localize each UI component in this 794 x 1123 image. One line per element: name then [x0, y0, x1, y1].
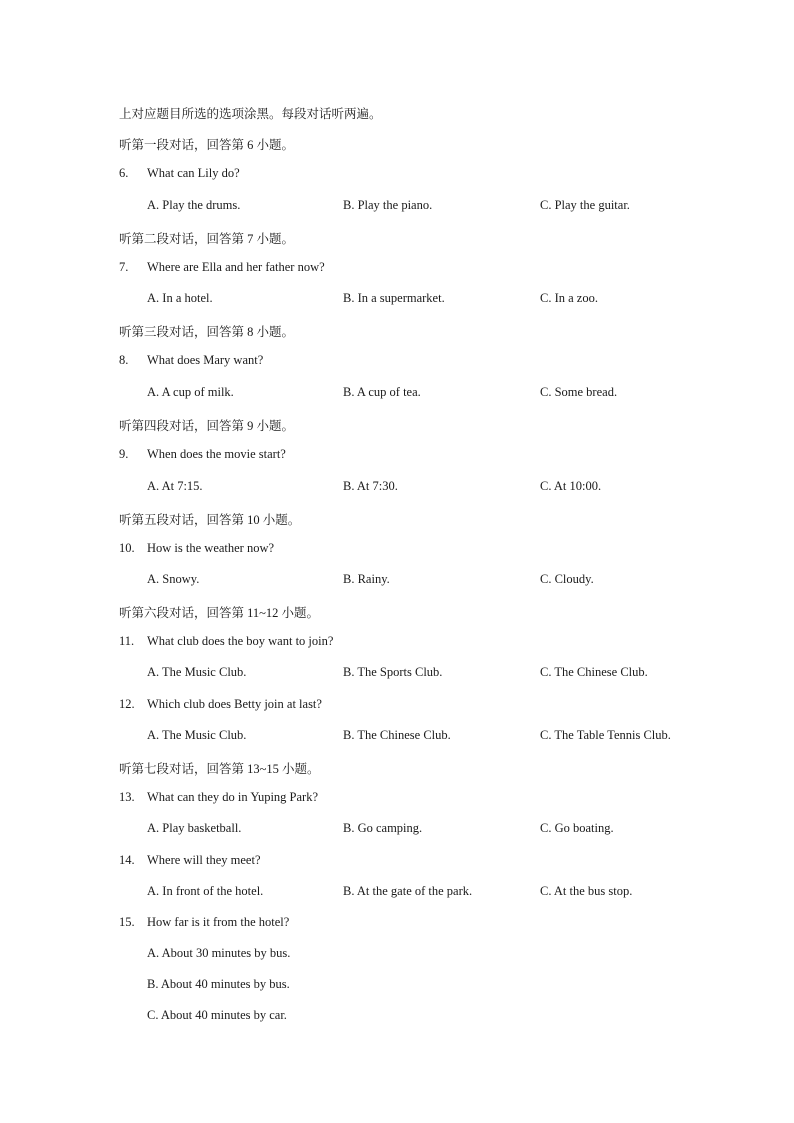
question-text-7: Where are Ella and her father now? — [147, 260, 325, 274]
question-text-11: What club does the boy want to join? — [147, 634, 334, 648]
question-12-option-a: A. The Music Club. — [147, 728, 247, 742]
question-number-9: 9. — [119, 447, 129, 461]
question-14-option-c: C. At the bus stop. — [540, 884, 633, 898]
question-number-12: 12. — [119, 697, 135, 711]
question-8-option-b: B. A cup of tea. — [343, 385, 421, 399]
question-text-15: How far is it from the hotel? — [147, 915, 290, 929]
question-8-option-c: C. Some bread. — [540, 385, 618, 399]
question-6-option-a: A. Play the drums. — [147, 198, 241, 212]
question-number-13: 13. — [119, 790, 135, 804]
instruction-text: 上对应题目所选的选项涂黑。每段对话听两遍。 — [119, 107, 382, 121]
question-number-7: 7. — [119, 260, 129, 274]
question-7-option-a: A. In a hotel. — [147, 291, 213, 305]
question-10-option-b: B. Rainy. — [343, 572, 390, 586]
question-12-option-b: B. The Chinese Club. — [343, 728, 451, 742]
question-number-6: 6. — [119, 166, 129, 180]
question-11-option-a: A. The Music Club. — [147, 665, 247, 679]
question-8-option-a: A. A cup of milk. — [147, 385, 234, 399]
question-6-option-b: B. Play the piano. — [343, 198, 433, 212]
section-heading-2: 听第二段对话，回答第 7 小题。 — [119, 232, 295, 246]
question-number-15: 15. — [119, 915, 135, 929]
question-15-option-a: A. About 30 minutes by bus. — [147, 946, 291, 960]
question-10-option-c: C. Cloudy. — [540, 572, 594, 586]
question-text-8: What does Mary want? — [147, 353, 264, 367]
section-heading-4: 听第四段对话，回答第 9 小题。 — [119, 419, 295, 433]
question-number-10: 10. — [119, 541, 135, 555]
section-heading-6: 听第六段对话，回答第 11~12 小题。 — [119, 606, 320, 620]
question-14-option-a: A. In front of the hotel. — [147, 884, 264, 898]
section-heading-3: 听第三段对话，回答第 8 小题。 — [119, 325, 295, 339]
question-13-option-c: C. Go boating. — [540, 821, 614, 835]
question-7-option-b: B. In a supermarket. — [343, 291, 445, 305]
question-15-option-c: C. About 40 minutes by car. — [147, 1008, 287, 1022]
question-text-12: Which club does Betty join at last? — [147, 697, 322, 711]
question-number-8: 8. — [119, 353, 129, 367]
question-10-option-a: A. Snowy. — [147, 572, 200, 586]
question-12-option-c: C. The Table Tennis Club. — [540, 728, 671, 742]
question-text-10: How is the weather now? — [147, 541, 275, 555]
question-11-option-c: C. The Chinese Club. — [540, 665, 648, 679]
question-9-option-c: C. At 10:00. — [540, 479, 602, 493]
question-text-14: Where will they meet? — [147, 853, 261, 867]
question-number-11: 11. — [119, 634, 135, 648]
section-heading-7: 听第七段对话，回答第 13~15 小题。 — [119, 762, 320, 776]
question-14-option-b: B. At the gate of the park. — [343, 884, 473, 898]
question-13-option-b: B. Go camping. — [343, 821, 423, 835]
section-heading-1: 听第一段对话，回答第 6 小题。 — [119, 138, 295, 152]
question-number-14: 14. — [119, 853, 135, 867]
question-9-option-b: B. At 7:30. — [343, 479, 398, 493]
question-11-option-b: B. The Sports Club. — [343, 665, 443, 679]
section-heading-5: 听第五段对话，回答第 10 小题。 — [119, 513, 301, 527]
question-6-option-c: C. Play the guitar. — [540, 198, 630, 212]
question-text-9: When does the movie start? — [147, 447, 286, 461]
question-text-6: What can Lily do? — [147, 166, 240, 180]
question-15-option-b: B. About 40 minutes by bus. — [147, 977, 290, 991]
question-13-option-a: A. Play basketball. — [147, 821, 242, 835]
question-text-13: What can they do in Yuping Park? — [147, 790, 319, 804]
question-7-option-c: C. In a zoo. — [540, 291, 598, 305]
question-9-option-a: A. At 7:15. — [147, 479, 203, 493]
